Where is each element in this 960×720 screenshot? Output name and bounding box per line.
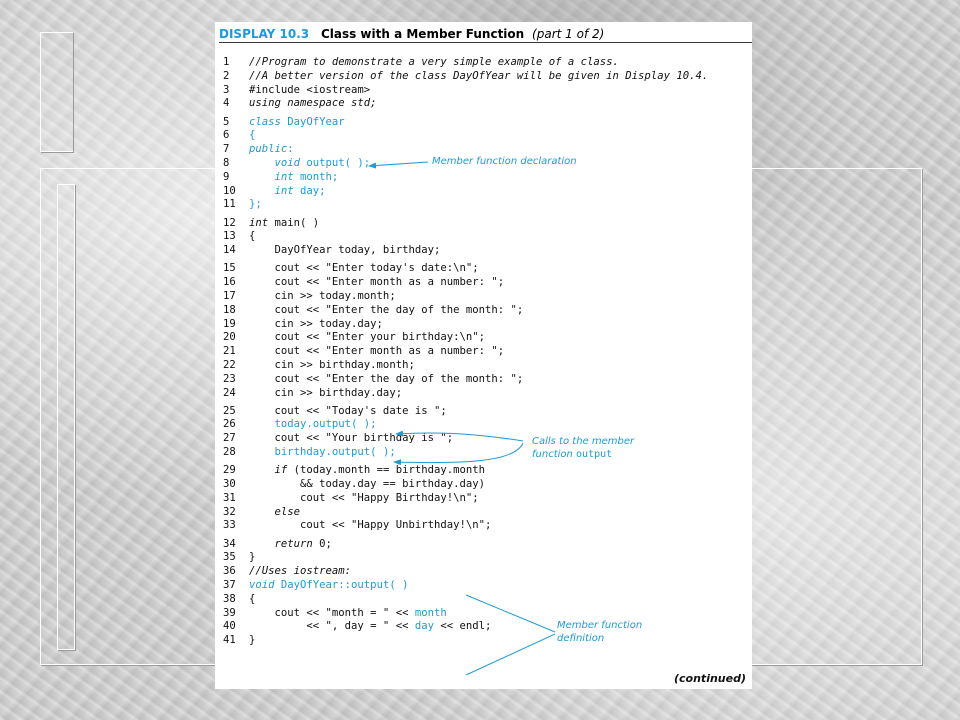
annotation-calls-code: output bbox=[576, 449, 613, 460]
code-token: } bbox=[249, 551, 256, 564]
annotation-calls bbox=[532, 435, 634, 461]
line-number: 19 bbox=[223, 317, 236, 330]
code-token: int bbox=[249, 216, 269, 229]
code-token: cout << "Enter your birthday:\n"; bbox=[249, 331, 485, 344]
code-token: }; bbox=[249, 198, 262, 211]
code-token: output( ); bbox=[300, 156, 371, 169]
decorative-frame-inner-left bbox=[57, 184, 75, 650]
code-token: int bbox=[274, 184, 294, 197]
code-token: birthday.output( ); bbox=[274, 446, 396, 459]
decorative-frame-top-left bbox=[40, 32, 73, 152]
line-number: 4 bbox=[223, 97, 230, 110]
line-number: 14 bbox=[223, 244, 236, 257]
def-line-bottom bbox=[466, 634, 555, 675]
line-number: 36 bbox=[223, 565, 236, 578]
line-number: 3 bbox=[223, 83, 230, 96]
code-token: day bbox=[414, 620, 434, 633]
line-number: 24 bbox=[223, 386, 236, 399]
display-part: (part 1 of 2) bbox=[532, 27, 605, 41]
code-token: today.output( ); bbox=[274, 418, 377, 431]
code-token: DayOfYear today, birthday; bbox=[249, 244, 441, 257]
decl-arrow bbox=[369, 162, 428, 166]
code-token: cout << "Happy Unbirthday!\n"; bbox=[249, 519, 492, 532]
code-token: << endl; bbox=[433, 620, 492, 633]
line-number: 16 bbox=[223, 276, 236, 289]
line-number: 33 bbox=[223, 519, 236, 532]
line-number: 12 bbox=[223, 216, 236, 229]
annotation-definition-line1: Member function bbox=[557, 620, 643, 631]
call-arrow-birthday bbox=[394, 443, 523, 463]
code-token: return bbox=[274, 537, 313, 550]
line-number: 8 bbox=[223, 156, 230, 169]
code-token: cout << "month = " << bbox=[249, 606, 415, 619]
code-token: cin >> today.day; bbox=[249, 317, 383, 330]
code-token: //A better version of the class DayOfYear will be given in Display 10.4. bbox=[249, 69, 709, 82]
code-token: cout << "Enter the day of the month: "; bbox=[249, 372, 524, 385]
code-token: DayOfYear::output( ) bbox=[274, 579, 409, 592]
line-number: 2 bbox=[223, 69, 230, 82]
code-token: class bbox=[249, 115, 281, 128]
display-title: Class with a Member Function bbox=[320, 27, 525, 41]
line-number: 28 bbox=[223, 446, 236, 459]
display-label: DISPLAY 10.3 bbox=[219, 27, 310, 41]
line-number: 21 bbox=[223, 345, 236, 358]
code-token: cout << "Today's date is "; bbox=[249, 404, 447, 417]
code-token: { bbox=[249, 129, 256, 142]
code-token: month bbox=[414, 606, 447, 619]
code-token: DayOfYear bbox=[280, 115, 345, 128]
line-number: 1 bbox=[223, 56, 230, 68]
code-token: << ", day = " << bbox=[249, 620, 415, 633]
code-token: { bbox=[249, 592, 256, 605]
code-token: cout << "Enter month as a number: "; bbox=[249, 276, 505, 289]
code-token: cout << "Enter the day of the month: "; bbox=[249, 303, 524, 316]
line-number: 5 bbox=[223, 115, 230, 128]
line-number: 29 bbox=[223, 464, 236, 477]
line-number: 40 bbox=[223, 620, 236, 633]
code-token: //Uses iostream: bbox=[249, 565, 352, 578]
code-token: month; bbox=[293, 170, 339, 183]
code-token: day; bbox=[293, 184, 326, 197]
code-token: //Program to demonstrate a very simple example of a class. bbox=[249, 56, 619, 68]
line-number: 23 bbox=[223, 372, 236, 385]
line-number: 10 bbox=[223, 184, 236, 197]
line-number: 39 bbox=[223, 606, 236, 619]
code-token: cout << "Your birthday is "; bbox=[249, 432, 454, 445]
annotation-member-declaration: Member function declaration bbox=[432, 156, 577, 167]
code-token: void bbox=[249, 579, 275, 592]
annotation-definition-line2: definition bbox=[557, 633, 605, 644]
code-token: int bbox=[274, 170, 294, 183]
code-token: && today.day == birthday.day) bbox=[249, 478, 485, 491]
line-number: 35 bbox=[223, 551, 236, 564]
code-token: main( ) bbox=[268, 216, 320, 229]
code-token: cout << "Enter month as a number: "; bbox=[249, 345, 505, 358]
code-token: } bbox=[249, 634, 256, 647]
line-number: 34 bbox=[223, 537, 236, 550]
code-token: using namespace std; bbox=[249, 97, 377, 110]
code-token: if bbox=[274, 464, 288, 477]
annotation-arrows bbox=[215, 22, 752, 689]
call-arrow-today bbox=[396, 433, 523, 441]
line-number: 6 bbox=[223, 129, 230, 142]
code-token: cin >> today.month; bbox=[249, 289, 396, 302]
code-token: cin >> birthday.day; bbox=[249, 386, 403, 399]
code-token: else bbox=[274, 505, 301, 518]
line-number: 15 bbox=[223, 262, 236, 275]
annotation-calls-line1: Calls to the member bbox=[532, 436, 635, 447]
line-number: 30 bbox=[223, 478, 236, 491]
def-line-top bbox=[466, 595, 555, 632]
line-number: 27 bbox=[223, 432, 236, 445]
code-token: (today.month == birthday.month bbox=[287, 464, 485, 477]
line-number: 18 bbox=[223, 303, 236, 316]
line-number: 25 bbox=[223, 404, 236, 417]
line-number: 32 bbox=[223, 505, 236, 518]
line-number: 7 bbox=[223, 143, 230, 156]
code-token: cout << "Enter today's date:\n"; bbox=[249, 262, 479, 275]
line-number: 17 bbox=[223, 289, 236, 302]
annotation-definition bbox=[557, 619, 642, 645]
code-token: #include <iostream> bbox=[249, 83, 371, 96]
code-token: void bbox=[274, 156, 301, 169]
display-page bbox=[215, 22, 752, 689]
annotation-calls-line2 bbox=[532, 448, 634, 461]
line-number: 11 bbox=[223, 198, 236, 211]
line-number: 9 bbox=[223, 170, 230, 183]
annotation-calls-prefix: function bbox=[532, 449, 577, 460]
line-number: 41 bbox=[223, 634, 236, 647]
line-number: 13 bbox=[223, 230, 236, 243]
line-number: 22 bbox=[223, 358, 236, 371]
code-token: { bbox=[249, 230, 256, 243]
line-number: 31 bbox=[223, 491, 236, 504]
line-number: 20 bbox=[223, 331, 236, 344]
line-number: 37 bbox=[223, 579, 236, 592]
code-token: cout << "Happy Birthday!\n"; bbox=[249, 491, 479, 504]
code-token: cin >> birthday.month; bbox=[249, 358, 415, 371]
code-token: : bbox=[287, 143, 294, 156]
line-number: 26 bbox=[223, 418, 236, 431]
code-token: 0; bbox=[312, 537, 332, 550]
line-number: 38 bbox=[223, 592, 236, 605]
continued-label: (continued) bbox=[674, 672, 746, 685]
code-token: public bbox=[249, 143, 288, 156]
